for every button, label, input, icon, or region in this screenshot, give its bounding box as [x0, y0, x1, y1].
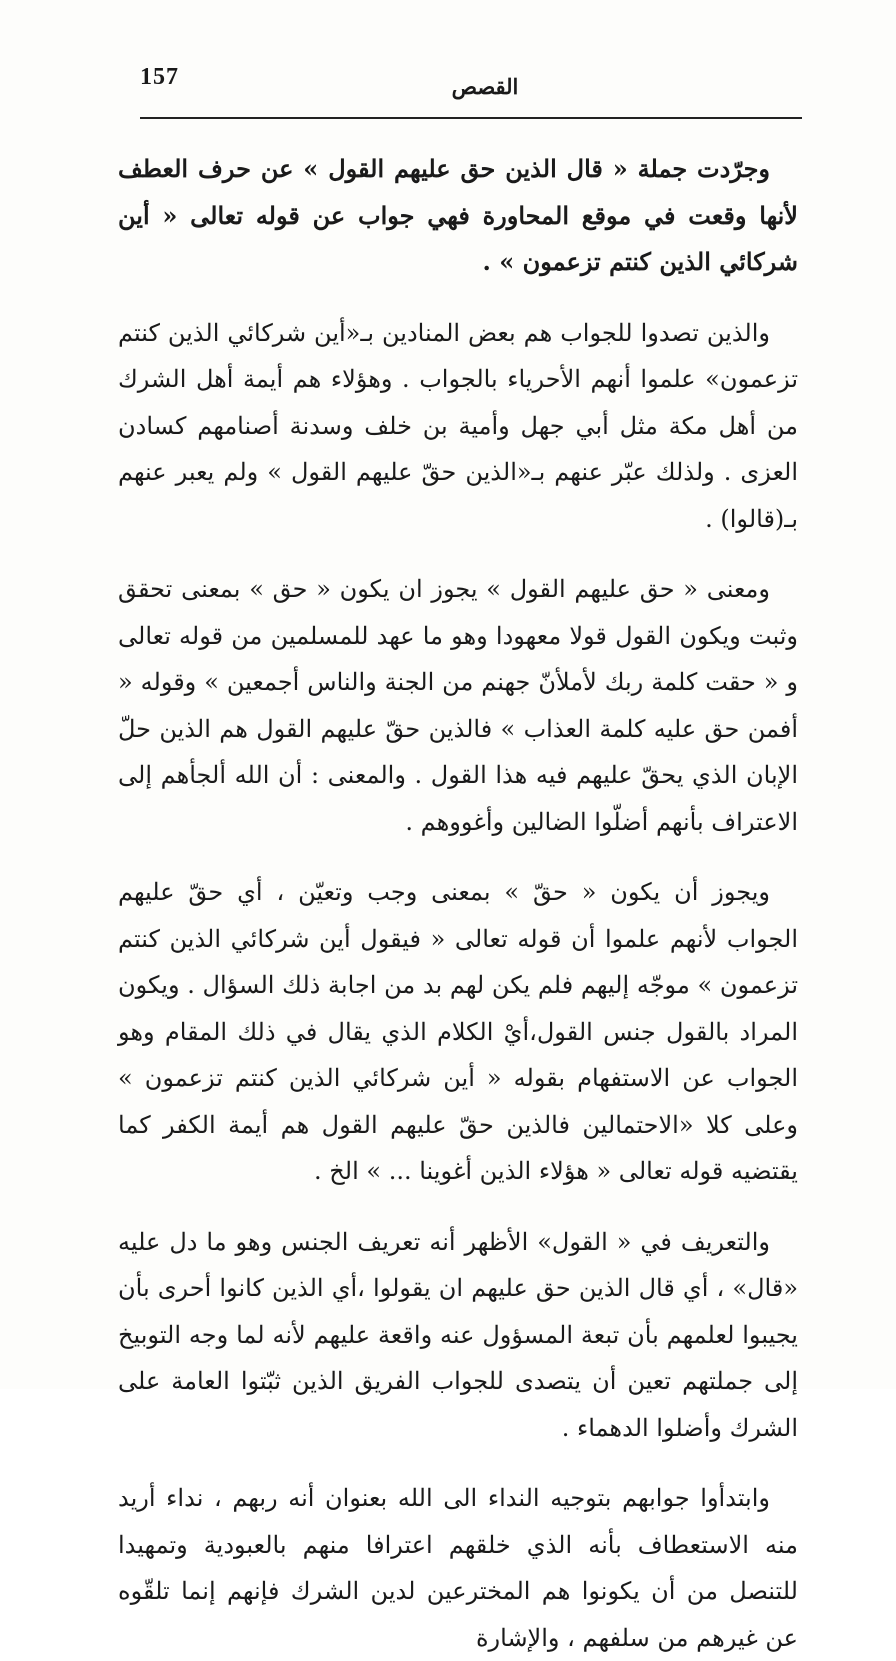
paragraph: ومعنى « حق عليهم القول » يجوز ان يكون « حق » بمعنى تحقق وثبت ويكون القول قولا معهودا وهو ما عهد للمسلمين من قوله تعالى و « حقت كلمة ربك لأملأنّ جهنم من الجنة والناس أجمعين » وقوله « أفمن حق عليه كلمة العذاب » فالذين حقّ عليهم القول هم الذين حلّ الإبان الذي يحقّ عليهم فيه هذا القول . والمعنى : أن الله ألجأهم إلى الاعتراف بأنهم أضلّوا الضالين وأغووهم .	[118, 575, 798, 836]
paragraph: ويجوز أن يكون « حقّ » بمعنى وجب وتعيّن ، أي حقّ عليهم الجواب لأنهم علموا أن قوله تعالى « فيقول أين شركائي الذين كنتم تزعمون » موجّه إليهم فلم يكن لهم بد من اجابة ذلك السؤال . ويكون المراد بالقول جنس القول،أيْ الكلام الذي يقال في ذلك المقام وهو الجواب عن الاستفهام بقوله « أين شركائي الذين كنتم تزعمون » وعلى كلا «الاحتمالين فالذين حقّ عليهم القول هم أيمة الكفر كما يقتضيه قوله تعالى « هؤلاء الذين أغوينا ... » الخ .	[118, 878, 798, 1185]
page-number: 157	[140, 64, 179, 90]
paragraph: والتعريف في « القول» الأظهر أنه تعريف الجنس وهو ما دل عليه «قال» ، أي قال الذين حق عليهم ان يقولوا ،أي الذين كانوا أحرى بأن يجيبوا لعلمهم بأن تبعة المسؤول عنه واقعة عليهم لأنه لما وجه التوبيخ إلى جملتهم تعين أن يتصدى للجواب الفريق الذين ثبّتوا العامة على الشرك وأضلوا الدهماء .	[118, 1227, 798, 1442]
paragraph: وابتدأوا جوابهم بتوجيه النداء الى الله بعنوان أنه ربهم ، نداء أريد منه الاستعطاف بأنه الذي خلقهم اعترافا منهم بالعبودية وتمهيدا للتنصل من أن يكونوا هم المخترعين لدين الشرك فإنهم إنما تلقّوه عن غيرهم من سلفهم ، والإشارة	[118, 1484, 798, 1652]
paragraph: والذين تصدوا للجواب هم بعض المنادين بـ«أين شركائي الذين كنتم تزعمون» علموا أنهم الأحرياء بالجواب . وهؤلاء هم أيمة أهل الشرك من أهل مكة مثل أبي جهل وأمية بن خلف وسدنة أصنامهم كسادن العزى . ولذلك عبّر عنهم بـ«الذين حقّ عليهم القول » ولم يعبر عنهم بـ(قالوا) .	[118, 318, 798, 533]
paragraph: وجرّدت جملة « قال الذين حق عليهم القول » عن حرف العطف لأنها وقعت في موقع المحاورة فهي جواب عن قوله تعالى « أين شركائي الذين كنتم تزعمون » .	[118, 154, 798, 276]
running-title: القصص	[451, 74, 519, 99]
page-header	[140, 64, 802, 120]
header-rule	[140, 117, 802, 119]
page-body	[118, 146, 798, 1661]
